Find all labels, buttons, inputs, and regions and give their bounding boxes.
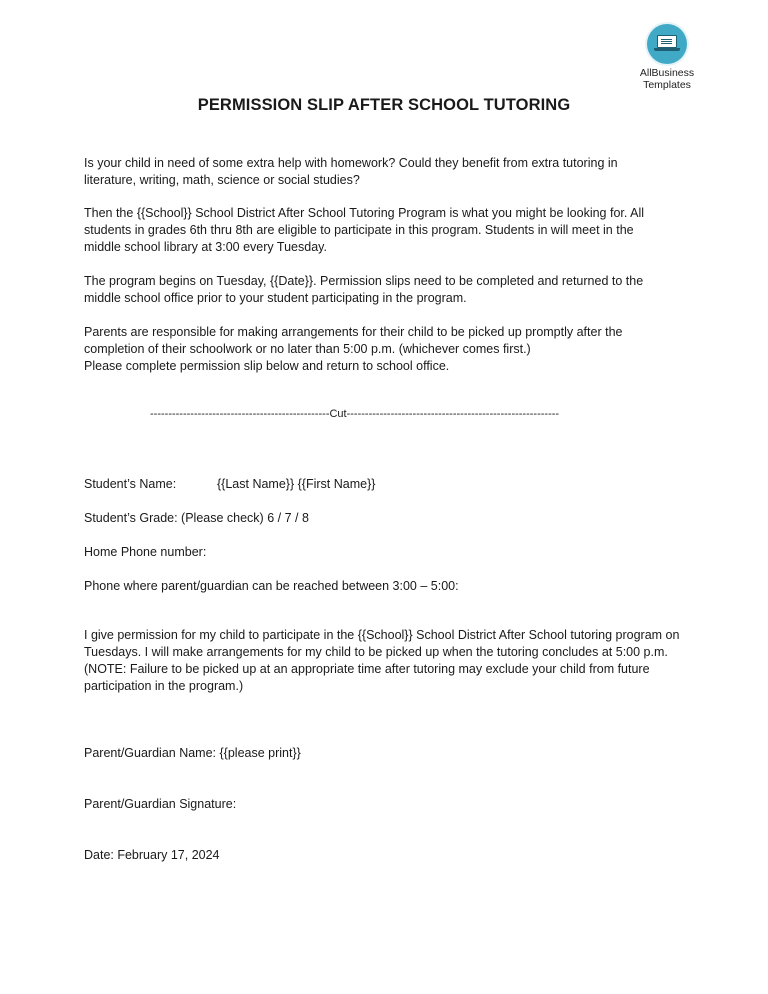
return-instruction: Please complete permission slip below and return to school office. bbox=[84, 359, 450, 373]
reach-phone-field: Phone where parent/guardian can be reached between 3:00 – 5:00: bbox=[84, 579, 459, 593]
student-name-value: {{Last Name}} {{First Name}} bbox=[217, 477, 376, 491]
home-phone-field: Home Phone number: bbox=[84, 545, 207, 559]
student-grade-field: Student’s Grade: (Please check) 6 / 7 / 8 bbox=[84, 511, 309, 525]
permission-statement: I give permission for my child to participate in the {{School}} School District After School tutoring program on Tuesdays. I will make arrangements for my child to be picked up when the tutoring concludes at 5:00 p.m. (NOTE: Failure to be picked up at an appropriate time after tutoring may exclude your child from future participation in the program.) bbox=[84, 628, 680, 693]
program-paragraph: Then the {{School}} School District After School Tutoring Program is what you might be looking for. All students in grades 6th thru 8th are eligible to participate in this program. Students in will meet in the middle school library at 3:00 every Tuesday. bbox=[84, 206, 645, 254]
student-name-field bbox=[84, 476, 376, 493]
document-title: PERMISSION SLIP AFTER SCHOOL TUTORING bbox=[197, 96, 571, 114]
intro-paragraph: Is your child in need of some extra help with homework? Could they benefit from extra tutoring in literature, writing, math, science or social studies? bbox=[84, 156, 618, 187]
logo-line-2: Templates bbox=[643, 79, 691, 91]
laptop-base bbox=[654, 48, 680, 51]
student-name-label: Student’s Name: bbox=[84, 477, 177, 491]
signature-field: Parent/Guardian Signature: bbox=[84, 797, 237, 811]
allbusiness-logo[interactable] bbox=[628, 24, 706, 91]
logo-line-1: AllBusiness bbox=[639, 67, 695, 79]
responsibility-paragraph bbox=[84, 324, 664, 375]
parent-name-field: Parent/Guardian Name: {{please print}} bbox=[84, 746, 301, 760]
responsibility-text: Parents are responsible for making arrangements for their child to be picked up promptly after the completion of their schoolwork or no later than 5:00 p.m. (whichever comes first.) bbox=[84, 325, 623, 356]
laptop-icon bbox=[657, 35, 677, 48]
logo-text bbox=[628, 67, 706, 91]
logo-badge bbox=[647, 24, 687, 64]
schedule-paragraph: The program begins on Tuesday, {{Date}}. Permission slips need to be completed and returned to the middle school office prior to your student participating in the program. bbox=[84, 274, 644, 305]
cut-line: -------------------------------------------------Cut---------------------------------------------------------- bbox=[150, 408, 560, 420]
date-field: Date: February 17, 2024 bbox=[84, 848, 220, 862]
